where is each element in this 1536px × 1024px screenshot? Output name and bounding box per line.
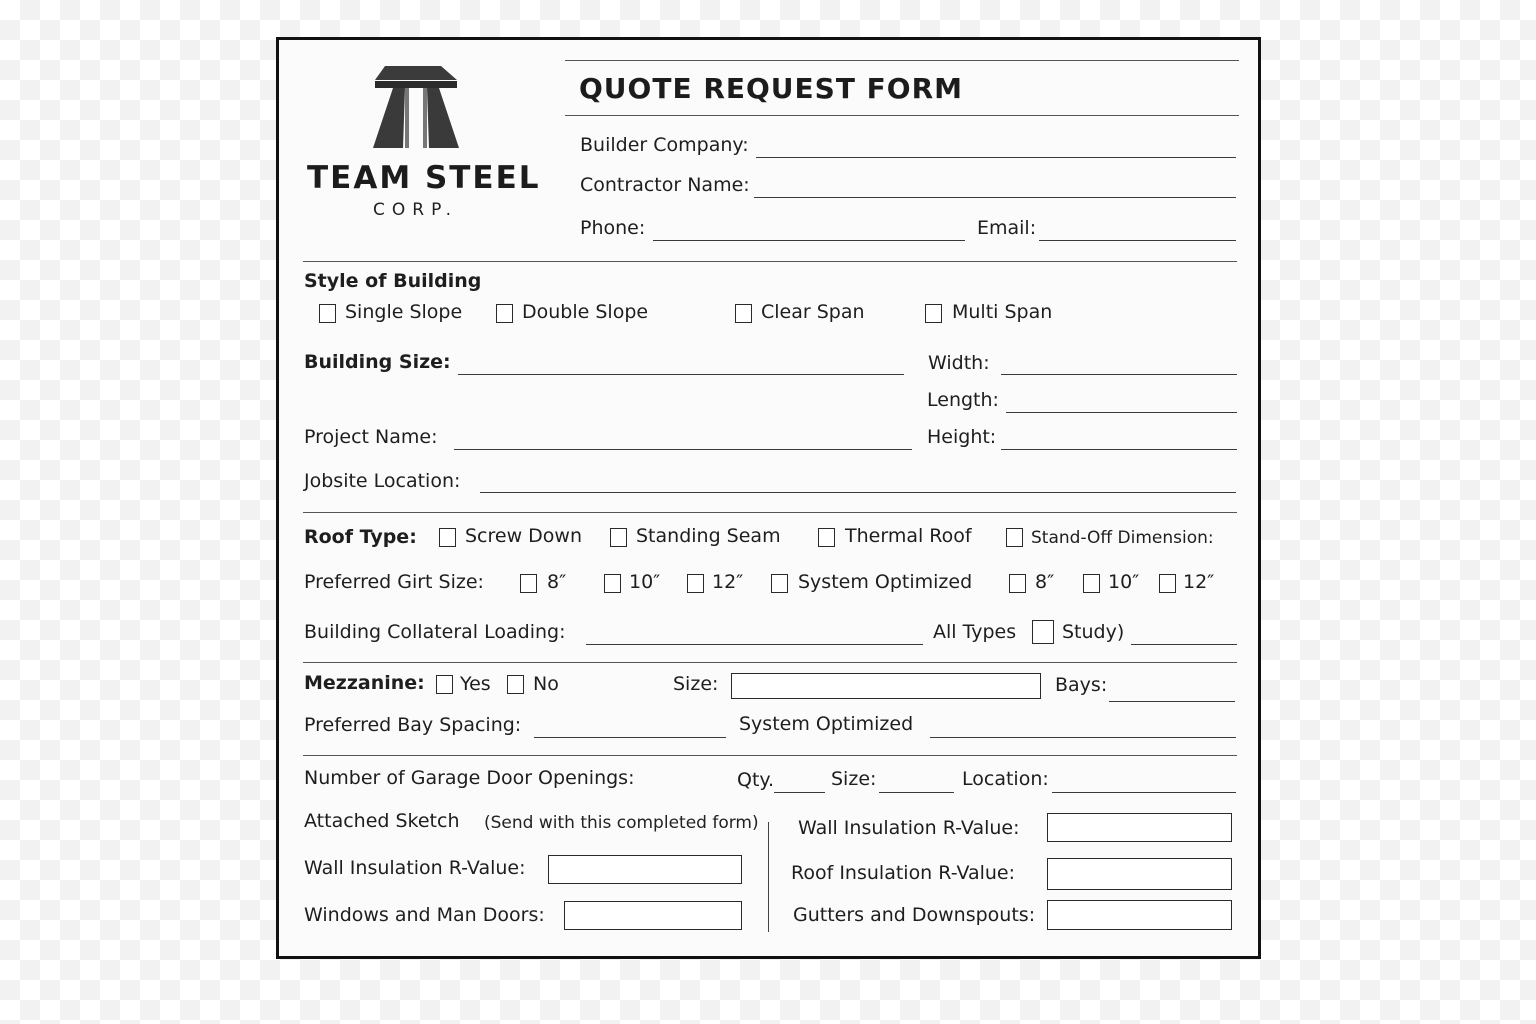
jobsite-location-label: Jobsite Location: xyxy=(304,470,461,492)
builder-company-label: Builder Company: xyxy=(580,134,749,156)
girt-8-alt-checkbox[interactable] xyxy=(1009,574,1026,593)
column-divider xyxy=(768,822,769,932)
garage-qty-label: Qty. xyxy=(737,769,774,791)
standing-seam-checkbox[interactable] xyxy=(610,528,627,547)
girt-system-optimized-label: System Optimized xyxy=(798,571,973,593)
girt-12-alt-label: 12″ xyxy=(1183,571,1215,593)
gutters-label: Gutters and Downspouts: xyxy=(793,904,1036,926)
length-label: Length: xyxy=(927,389,999,411)
section-rule-4 xyxy=(303,755,1237,756)
mezzanine-size-input[interactable] xyxy=(731,673,1041,699)
double-slope-checkbox[interactable] xyxy=(496,304,513,323)
girt-8-alt-label: 8″ xyxy=(1035,571,1055,593)
screw-down-label: Screw Down xyxy=(465,525,583,547)
wall-insulation-right-label: Wall Insulation R-Value: xyxy=(798,817,1020,839)
roof-insulation-label: Roof Insulation R-Value: xyxy=(791,862,1016,884)
garage-location-field[interactable] xyxy=(1052,792,1236,793)
mezzanine-no-label: No xyxy=(533,673,559,695)
mezzanine-size-label: Size: xyxy=(673,673,719,695)
stand-off-label: Stand-Off Dimension: xyxy=(1031,528,1214,548)
project-name-label: Project Name: xyxy=(304,426,438,448)
section-rule-1 xyxy=(303,261,1237,262)
project-name-field[interactable] xyxy=(454,449,912,450)
bay-spacing-field[interactable] xyxy=(534,737,726,738)
stand-off-checkbox[interactable] xyxy=(1006,528,1023,547)
windows-doors-label: Windows and Man Doors: xyxy=(304,904,545,926)
girt-8-label: 8″ xyxy=(547,571,567,593)
mezzanine-no-checkbox[interactable] xyxy=(507,675,524,694)
single-slope-checkbox[interactable] xyxy=(319,304,336,323)
garage-size-label: Size: xyxy=(831,768,877,790)
girt-12-alt-checkbox[interactable] xyxy=(1159,574,1176,593)
double-slope-label: Double Slope xyxy=(522,301,649,323)
email-label: Email: xyxy=(977,217,1037,239)
builder-company-field[interactable] xyxy=(756,157,1236,158)
mezzanine-yes-checkbox[interactable] xyxy=(436,675,453,694)
clear-span-checkbox[interactable] xyxy=(735,304,752,323)
study-label: Study) xyxy=(1062,621,1125,643)
wall-insulation-right-input[interactable] xyxy=(1047,813,1232,842)
steel-beam-logo-icon xyxy=(371,64,461,150)
collateral-loading-label: Building Collateral Loading: xyxy=(304,621,566,643)
screw-down-checkbox[interactable] xyxy=(439,528,456,547)
garage-size-field[interactable] xyxy=(879,792,954,793)
wall-insulation-left-input[interactable] xyxy=(548,855,742,884)
width-label: Width: xyxy=(928,352,990,374)
quote-form-sheet xyxy=(276,37,1261,959)
title-top-rule xyxy=(565,60,1239,61)
form-title: QUOTE REQUEST FORM xyxy=(579,72,964,105)
contractor-name-label: Contractor Name: xyxy=(580,174,750,196)
section-rule-2 xyxy=(303,512,1237,513)
attached-sketch-label: Attached Sketch xyxy=(304,810,460,832)
girt-12-label: 12″ xyxy=(712,571,744,593)
roof-type-label: Roof Type: xyxy=(304,526,417,548)
clear-span-label: Clear Span xyxy=(761,301,865,323)
girt-10-alt-checkbox[interactable] xyxy=(1083,574,1100,593)
windows-doors-input[interactable] xyxy=(564,901,742,930)
single-slope-label: Single Slope xyxy=(345,301,463,323)
garage-door-label: Number of Garage Door Openings: xyxy=(304,767,635,789)
girt-10-checkbox[interactable] xyxy=(604,574,621,593)
multi-span-checkbox[interactable] xyxy=(925,304,942,323)
length-field[interactable] xyxy=(1006,412,1237,413)
wall-insulation-left-label: Wall Insulation R-Value: xyxy=(304,857,526,879)
all-types-label: All Types xyxy=(933,621,1017,643)
garage-qty-field[interactable] xyxy=(774,792,825,793)
bays-label: Bays: xyxy=(1055,674,1108,696)
phone-field[interactable] xyxy=(653,240,965,241)
section-rule-3 xyxy=(303,662,1237,663)
attached-sketch-note: (Send with this completed form) xyxy=(484,813,759,833)
height-label: Height: xyxy=(927,426,997,448)
collateral-loading-field[interactable] xyxy=(586,644,923,645)
company-suffix: CORP. xyxy=(373,200,459,220)
phone-label: Phone: xyxy=(580,217,646,239)
mezzanine-yes-label: Yes xyxy=(460,673,491,695)
bay-spacing-label: Preferred Bay Spacing: xyxy=(304,714,522,736)
thermal-roof-label: Thermal Roof xyxy=(845,525,972,547)
gutters-input[interactable] xyxy=(1047,900,1232,930)
girt-system-optimized-checkbox[interactable] xyxy=(771,574,788,593)
building-size-label: Building Size: xyxy=(304,351,451,373)
standing-seam-label: Standing Seam xyxy=(636,525,781,547)
garage-location-label: Location: xyxy=(962,768,1049,790)
thermal-roof-checkbox[interactable] xyxy=(818,528,835,547)
style-heading: Style of Building xyxy=(304,270,482,292)
building-size-field[interactable] xyxy=(458,374,904,375)
title-bottom-rule xyxy=(565,115,1239,116)
all-types-checkbox[interactable] xyxy=(1032,620,1054,644)
roof-insulation-input[interactable] xyxy=(1047,858,1232,890)
multi-span-label: Multi Span xyxy=(952,301,1053,323)
height-field[interactable] xyxy=(1001,449,1237,450)
bays-field[interactable] xyxy=(1109,701,1235,702)
email-field[interactable] xyxy=(1039,240,1236,241)
girt-10-alt-label: 10″ xyxy=(1108,571,1140,593)
bay-system-optimized-label: System Optimized xyxy=(739,713,914,735)
jobsite-location-field[interactable] xyxy=(480,492,1236,493)
mezzanine-label: Mezzanine: xyxy=(304,672,425,694)
girt-8-checkbox[interactable] xyxy=(520,574,537,593)
company-name: TEAM STEEL xyxy=(307,160,541,196)
width-field[interactable] xyxy=(1001,374,1237,375)
bay-system-optimized-field[interactable] xyxy=(930,737,1236,738)
girt-size-label: Preferred Girt Size: xyxy=(304,571,484,593)
contractor-name-field[interactable] xyxy=(754,197,1236,198)
girt-10-label: 10″ xyxy=(629,571,661,593)
study-field[interactable] xyxy=(1131,644,1237,645)
girt-12-checkbox[interactable] xyxy=(687,574,704,593)
